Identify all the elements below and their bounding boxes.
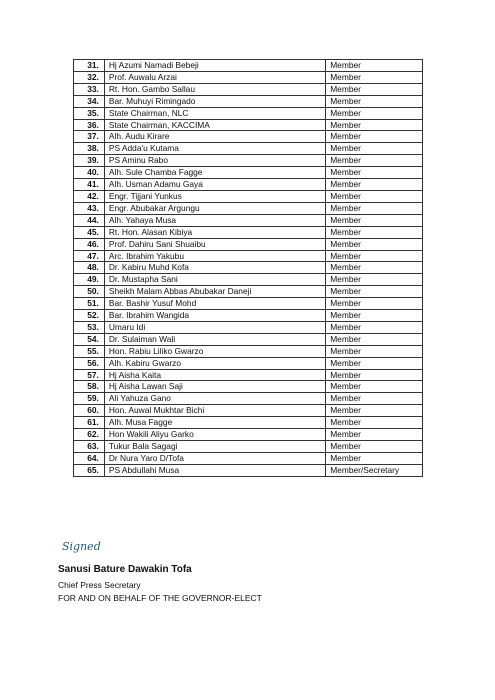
table-row [74,405,423,417]
member-role: Member [326,167,423,179]
member-name: State Chairman, NLC [104,107,325,119]
member-role: Member [326,71,423,83]
row-number: 41. [74,179,105,191]
row-number: 56. [74,357,105,369]
member-name: Hon. Auwal Mukhtar Bichi [104,405,325,417]
member-name: Alh. Sule Chamba Fagge [104,167,325,179]
table-row [74,226,423,238]
table-row [74,357,423,369]
member-table [73,59,423,477]
table-row [74,345,423,357]
table-row [74,274,423,286]
member-name: Rt. Hon. Gambo Sallau [104,83,325,95]
signatory-name: Sanusi Bature Dawakin Tofa [58,564,192,575]
row-number: 53. [74,321,105,333]
table-row [74,333,423,345]
row-number: 50. [74,286,105,298]
table-row [74,190,423,202]
member-name: Hj Aisha Lawan Saji [104,381,325,393]
row-number: 37. [74,131,105,143]
table-row [74,393,423,405]
table-row [74,417,423,429]
member-name: Umaru Idi [104,321,325,333]
member-role: Member [326,83,423,95]
table-row [74,143,423,155]
member-name: Prof. Auwalu Arzai [104,71,325,83]
table-row [74,95,423,107]
signed-mark: Signed [62,540,101,553]
member-name: State Chairman, KACCIMA [104,119,325,131]
row-number: 65. [74,464,105,476]
table-row [74,60,423,72]
row-number: 59. [74,393,105,405]
member-name: Alh. Kabiru Gwarzo [104,357,325,369]
member-name: Engr. Tijjani Yunkus [104,190,325,202]
row-number: 47. [74,250,105,262]
member-role: Member [326,345,423,357]
table-row [74,214,423,226]
member-name: Dr Nura Yaro D/Tofa [104,452,325,464]
table-row [74,83,423,95]
row-number: 46. [74,238,105,250]
member-role: Member [326,393,423,405]
row-number: 34. [74,95,105,107]
table-row [74,464,423,476]
table-row [74,321,423,333]
row-number: 49. [74,274,105,286]
member-name: Alh. Yahaya Musa [104,214,325,226]
member-role: Member [326,179,423,191]
row-number: 42. [74,190,105,202]
member-role: Member [326,250,423,262]
member-role: Member [326,155,423,167]
member-role: Member [326,452,423,464]
member-name: Alh. Audu Kirare [104,131,325,143]
row-number: 45. [74,226,105,238]
member-name: Dr. Sulaiman Wali [104,333,325,345]
member-name: PS Adda'u Kutama [104,143,325,155]
row-number: 54. [74,333,105,345]
member-name: Tukur Bala Sagagi [104,441,325,453]
member-role: Member [326,417,423,429]
member-name: Bar. Bashir Yusuf Mohd [104,298,325,310]
member-role: Member [326,143,423,155]
member-name: Alh. Musa Fagge [104,417,325,429]
member-name: Prof. Dahiru Sani Shuaibu [104,238,325,250]
table-row [74,107,423,119]
member-name: Ali Yahuza Gano [104,393,325,405]
table-row [74,286,423,298]
member-role: Member [326,131,423,143]
member-role: Member [326,274,423,286]
table-row [74,369,423,381]
member-name: Alh. Usman Adamu Gaya [104,179,325,191]
member-role: Member [326,441,423,453]
row-number: 60. [74,405,105,417]
member-role: Member [326,286,423,298]
table-row [74,179,423,191]
member-role: Member [326,190,423,202]
member-name: Hj Aisha Kaita [104,369,325,381]
member-table-body [74,60,423,477]
table-row [74,238,423,250]
row-number: 55. [74,345,105,357]
row-number: 48. [74,262,105,274]
member-role: Member [326,95,423,107]
on-behalf-line: FOR AND ON BEHALF OF THE GOVERNOR-ELECT [58,593,262,603]
row-number: 31. [74,60,105,72]
member-role: Member/Secretary [326,464,423,476]
row-number: 43. [74,202,105,214]
member-name: PS Abdullahi Musa [104,464,325,476]
row-number: 38. [74,143,105,155]
table-row [74,71,423,83]
member-role: Member [326,262,423,274]
row-number: 51. [74,298,105,310]
member-name: Arc. Ibrahim Yakubu [104,250,325,262]
member-name: Hon. Rabiu Liliko Gwarzo [104,345,325,357]
row-number: 40. [74,167,105,179]
table-row [74,298,423,310]
row-number: 44. [74,214,105,226]
member-role: Member [326,381,423,393]
member-role: Member [326,119,423,131]
member-role: Member [326,321,423,333]
member-role: Member [326,357,423,369]
member-name: Hj Azumi Namadi Bebeji [104,60,325,72]
table-row [74,131,423,143]
member-name: Bar. Ibrahim Wangida [104,310,325,322]
member-role: Member [326,226,423,238]
signatory-title: Chief Press Secretary [58,580,141,590]
member-role: Member [326,405,423,417]
table-row [74,381,423,393]
row-number: 63. [74,441,105,453]
member-name: PS Aminu Rabo [104,155,325,167]
member-role: Member [326,238,423,250]
table-row [74,155,423,167]
member-name: Dr. Kabiru Muhd Kofa [104,262,325,274]
row-number: 64. [74,452,105,464]
row-number: 39. [74,155,105,167]
row-number: 52. [74,310,105,322]
table-row [74,452,423,464]
member-name: Bar. Muhuyi Rimingado [104,95,325,107]
row-number: 61. [74,417,105,429]
member-name: Rt. Hon. Alasan Kibiya [104,226,325,238]
member-role: Member [326,298,423,310]
row-number: 32. [74,71,105,83]
member-role: Member [326,369,423,381]
member-role: Member [326,214,423,226]
row-number: 57. [74,369,105,381]
table-row [74,441,423,453]
member-role: Member [326,310,423,322]
member-name: Dr. Mustapha Sani [104,274,325,286]
table-row [74,250,423,262]
member-role: Member [326,429,423,441]
member-name: Engr. Abubakar Argungu [104,202,325,214]
member-role: Member [326,107,423,119]
table-row [74,119,423,131]
table-row [74,202,423,214]
row-number: 36. [74,119,105,131]
member-role: Member [326,202,423,214]
table-row [74,262,423,274]
row-number: 33. [74,83,105,95]
table-row [74,167,423,179]
member-role: Member [326,60,423,72]
row-number: 58. [74,381,105,393]
table-row [74,429,423,441]
row-number: 62. [74,429,105,441]
row-number: 35. [74,107,105,119]
member-name: Sheikh Malam Abbas Abubakar Daneji [104,286,325,298]
member-name: Hon Wakili Aliyu Garko [104,429,325,441]
member-role: Member [326,333,423,345]
table-row [74,310,423,322]
